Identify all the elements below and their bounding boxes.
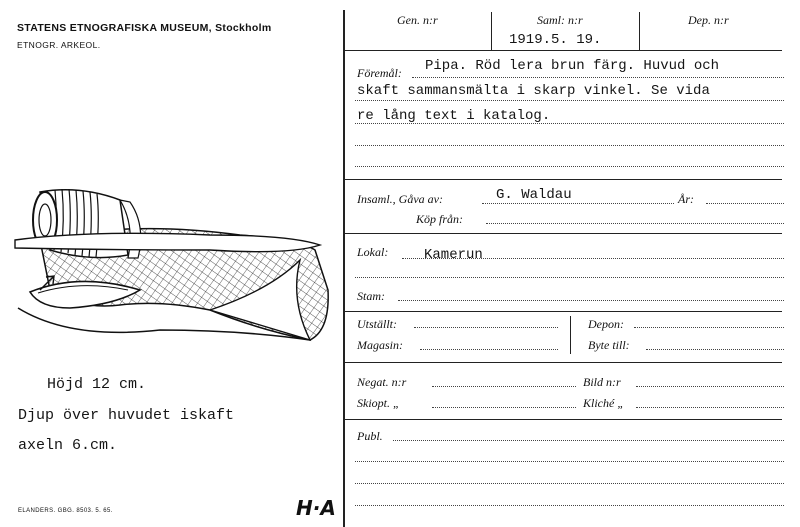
publ-label: Publ.	[357, 429, 383, 443]
handwritten-initials: H·A	[296, 496, 336, 520]
dotted-line	[355, 100, 784, 101]
byte-label: Byte till:	[588, 338, 630, 352]
utstallt-separator	[570, 316, 571, 354]
foremal-line-1: Pipa. Röd lera brun färg. Huvud och	[425, 58, 720, 74]
dotted-line	[355, 505, 784, 506]
dotted-line	[420, 349, 558, 350]
foremal-label: Föremål:	[357, 66, 402, 80]
depth-note-line1: Djup över huvudet iskaft	[18, 407, 235, 424]
gen-nr-label: Gen. n:r	[397, 13, 438, 27]
dotted-line	[636, 386, 784, 387]
height-note: Höjd 12 cm.	[47, 376, 147, 393]
depon-label: Depon:	[588, 317, 624, 331]
rule-foremal	[345, 179, 782, 180]
printer-mark: ELANDERS. GBG. 8503. 5. 65.	[18, 508, 113, 514]
dotted-line	[432, 407, 576, 408]
dotted-line	[706, 203, 784, 204]
lokal-value: Kamerun	[424, 247, 483, 263]
dotted-line	[355, 277, 784, 278]
rule-negat	[345, 419, 782, 420]
dep-nr-label: Dep. n:r	[688, 13, 729, 27]
dotted-line	[482, 203, 674, 204]
dotted-line	[432, 386, 576, 387]
department-label: ETNOGR. ARKEOL.	[17, 40, 101, 50]
dotted-line	[355, 483, 784, 484]
dotted-line	[398, 300, 784, 301]
lokal-label: Lokal:	[357, 245, 389, 259]
foremal-line-2: skaft sammansmälta i skarp vinkel. Se vida	[357, 83, 710, 99]
rule-top	[345, 50, 782, 51]
insaml-value: G. Waldau	[496, 187, 572, 203]
dotted-line	[355, 461, 784, 462]
top-separator-1	[491, 12, 492, 50]
kop-label: Köp från:	[416, 212, 464, 226]
magasin-label: Magasin:	[357, 338, 403, 352]
dotted-line	[355, 166, 784, 167]
stam-label: Stam:	[357, 289, 385, 303]
dotted-line	[414, 327, 558, 328]
saml-nr-value: 1919.5. 19.	[509, 32, 602, 48]
cliche-label: Kliché „	[583, 396, 624, 410]
rule-insaml	[345, 233, 782, 234]
saml-nr-label: Saml: n:r	[537, 13, 583, 27]
dotted-line	[634, 327, 784, 328]
dotted-line	[355, 123, 784, 124]
dotted-line	[393, 440, 784, 441]
rule-utstallt	[345, 362, 782, 363]
utstallt-label: Utställt:	[357, 317, 398, 331]
depth-note-line2: axeln 6.cm.	[18, 437, 118, 454]
pipe-illustration	[10, 180, 340, 355]
rule-stam	[345, 311, 782, 312]
year-label: År:	[678, 192, 694, 206]
dotted-line	[636, 407, 784, 408]
museum-name: STATENS ETNOGRAFISKA MUSEUM, Stockholm	[17, 22, 272, 34]
foremal-line-3: re lång text i katalog.	[357, 108, 551, 124]
insaml-label: Insaml., Gåva av:	[357, 192, 443, 206]
dotted-line	[402, 258, 784, 259]
negat-label: Negat. n:r	[357, 375, 407, 389]
dotted-line	[646, 349, 784, 350]
dotted-line	[355, 145, 784, 146]
dotted-line	[486, 223, 784, 224]
card-divider	[343, 10, 345, 527]
dotted-line	[412, 77, 784, 78]
bild-label: Bild n:r	[583, 375, 621, 389]
skiopt-label: Skiopt. „	[357, 396, 400, 410]
top-separator-2	[639, 12, 640, 50]
